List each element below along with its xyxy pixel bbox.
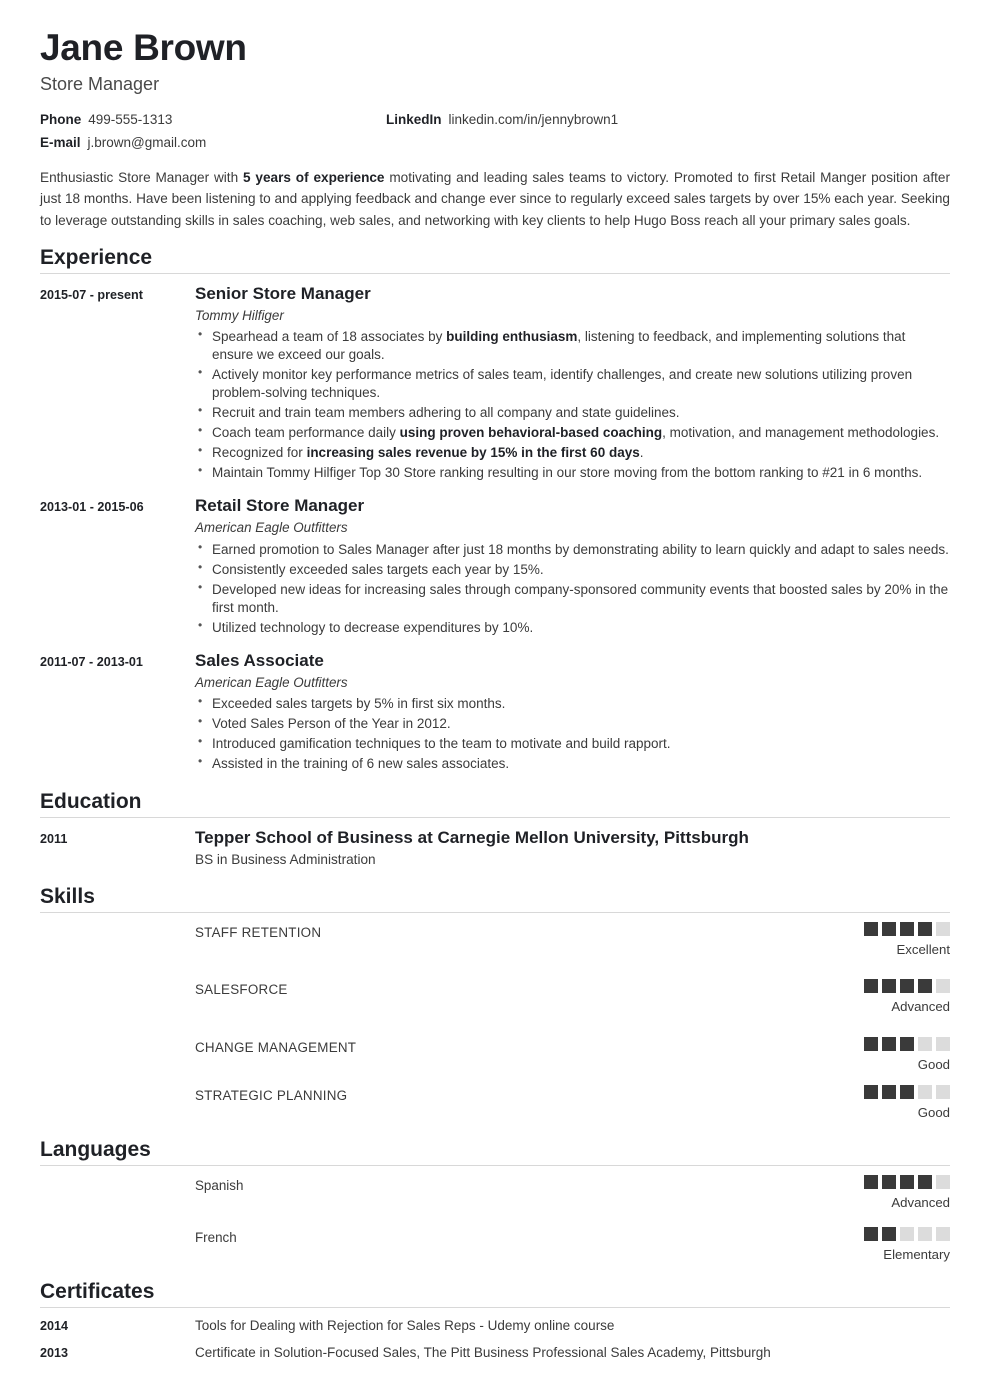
rating-square-empty <box>918 1227 932 1241</box>
rating-squares <box>858 1037 950 1051</box>
rating-square-filled <box>918 922 932 936</box>
section-experience <box>40 245 950 775</box>
rating-square-filled <box>864 979 878 993</box>
rating-square-empty <box>936 979 950 993</box>
experience-entry-date: 2011-07 - 2013-01 <box>40 654 143 669</box>
candidate-name: Jane Brown <box>40 27 247 68</box>
section-certificates <box>40 1279 950 1363</box>
rating-square-filled <box>864 1085 878 1099</box>
certificate-text: Certificate in Solution-Focused Sales, The Pitt Business Professional Sales Academy, Pittsburgh <box>195 1344 771 1360</box>
language-name: French <box>195 1229 237 1245</box>
experience-bullet: • Actively monitor key performance metrics of sales team, identify challenges, and create new solutions utilizing proven problem-solving techniques. <box>195 366 950 402</box>
language-name: Spanish <box>195 1178 244 1194</box>
skill-rating <box>858 979 950 1017</box>
experience-entry-body <box>195 650 950 776</box>
skill-rating <box>858 922 950 960</box>
experience-bullet-list <box>195 541 950 637</box>
summary-text-1: Enthusiastic Store Manager with <box>40 170 243 186</box>
experience-entry-title: Senior Store Manager <box>195 283 371 303</box>
rating-square-empty <box>936 1227 950 1241</box>
rating-square-filled <box>882 1175 896 1189</box>
bullet-highlight: increasing sales revenue by 15% in the first 60 days <box>306 445 640 461</box>
rating-square-filled <box>882 1037 896 1051</box>
contact-phone-value: 499-555-1313 <box>88 111 173 127</box>
skill-name: SALESFORCE <box>195 982 288 998</box>
rating-squares <box>858 1085 950 1099</box>
rating-square-filled <box>918 979 932 993</box>
experience-entry-company: Tommy Hilfiger <box>195 308 284 324</box>
experience-list <box>40 283 950 775</box>
section-divider <box>40 1165 950 1166</box>
experience-entry-title: Retail Store Manager <box>195 496 365 516</box>
rating-square-filled <box>882 1085 896 1099</box>
experience-bullet: • Maintain Tommy Hilfiger Top 30 Store ranking resulting in our store moving from the bottom ranking to #21 in 6 months. <box>195 464 950 482</box>
section-education <box>40 789 950 869</box>
certificate-text: Tools for Dealing with Rejection for Sales Reps - Udemy online course <box>195 1317 615 1333</box>
experience-entry-company: American Eagle Outfitters <box>195 520 348 536</box>
rating-square-filled <box>900 979 914 993</box>
contact-row-primary <box>40 110 950 131</box>
rating-square-empty <box>936 1175 950 1189</box>
rating-square-empty <box>936 1037 950 1051</box>
rating-square-empty <box>900 1227 914 1241</box>
contact-row-secondary <box>40 133 950 154</box>
experience-bullet: • Recruit and train team members adhering to all company and state guidelines. <box>195 404 950 422</box>
experience-bullet-list <box>195 328 950 482</box>
rating-square-empty <box>936 1085 950 1099</box>
skill-row <box>40 1037 950 1075</box>
section-divider <box>40 1307 950 1308</box>
skill-level: Good <box>917 1057 950 1073</box>
experience-entry <box>40 495 950 638</box>
skill-level: Advanced <box>891 999 950 1015</box>
rating-square-filled <box>864 922 878 936</box>
section-title-certificates: Certificates <box>40 1279 155 1303</box>
section-divider <box>40 817 950 818</box>
professional-summary <box>40 167 950 230</box>
bullet-highlight: using proven behavioral-based coaching <box>399 425 663 441</box>
language-level: Elementary <box>883 1246 950 1262</box>
certificate-entry <box>40 1317 950 1336</box>
rating-square-empty <box>918 1037 932 1051</box>
experience-entry-date: 2013-01 - 2015-06 <box>40 500 144 515</box>
language-level: Advanced <box>891 1195 950 1211</box>
experience-bullet-list <box>195 695 950 773</box>
summary-text-2: motivating and leading sales teams to victory. Promoted to first Retail Manger position after just 18 months. Have been listening to and applying feedback and change ever since to regularly exceed sales targets by over 15% each year. Seeking to leverage outstanding skills in sales coaching, web sales, and networking with key clients to help Hugo Boss reach all your primary sales goals. <box>40 170 951 228</box>
section-title-experience: Experience <box>40 245 153 269</box>
section-languages <box>40 1137 950 1265</box>
experience-bullet: • Utilized technology to decrease expenditures by 10%. <box>195 619 950 637</box>
experience-bullet: • Developed new ideas for increasing sales through company-sponsored community events that boosted sales by 20% in the first month. <box>195 581 950 617</box>
contact-email-value[interactable]: j.brown@gmail.com <box>87 135 207 151</box>
rating-square-filled <box>918 1175 932 1189</box>
rating-square-filled <box>864 1175 878 1189</box>
education-entry-degree: BS in Business Administration <box>195 852 376 868</box>
rating-squares <box>858 1227 950 1241</box>
rating-square-filled <box>900 1037 914 1051</box>
experience-bullet: • Recognized for increasing sales revenue by 15% in the first 60 days. <box>195 444 950 462</box>
rating-square-empty <box>918 1085 932 1099</box>
rating-square-empty <box>936 922 950 936</box>
experience-entry-company: American Eagle Outfitters <box>195 674 348 690</box>
certificate-date: 2014 <box>40 1318 69 1333</box>
section-divider <box>40 273 950 274</box>
rating-square-filled <box>882 922 896 936</box>
rating-square-filled <box>864 1037 878 1051</box>
skills-list <box>40 922 950 1123</box>
education-entry-body <box>195 827 950 869</box>
certificate-entry <box>40 1344 950 1363</box>
rating-square-filled <box>900 1085 914 1099</box>
rating-squares <box>858 1175 950 1189</box>
skill-row <box>40 1085 950 1123</box>
contact-linkedin-label: LinkedIn <box>386 111 442 127</box>
contact-email[interactable] <box>40 133 386 154</box>
resume-header <box>40 28 950 154</box>
experience-bullet: • Exceeded sales targets by 5% in first six months. <box>195 695 950 713</box>
experience-bullet: • Consistently exceeded sales targets each year by 15%. <box>195 561 950 579</box>
languages-list <box>40 1175 950 1265</box>
experience-bullet: • Earned promotion to Sales Manager after just 18 months by demonstrating ability to learn quickly and adapt to sales needs. <box>195 541 950 559</box>
experience-entry-title: Sales Associate <box>195 650 324 670</box>
skill-row <box>40 922 950 960</box>
language-row <box>40 1227 950 1265</box>
experience-entry <box>40 650 950 776</box>
experience-bullet: • Spearhead a team of 18 associates by building enthusiasm, listening to feedback, and implementing solutions that ensure we exceed our goals. <box>195 328 950 364</box>
experience-entry <box>40 283 950 484</box>
experience-bullet: • Introduced gamification techniques to the team to motivate and build rapport. <box>195 735 950 753</box>
rating-square-filled <box>882 979 896 993</box>
section-skills <box>40 884 950 1123</box>
experience-entry-body <box>195 283 950 484</box>
rating-squares <box>858 979 950 993</box>
bullet-highlight: building enthusiasm <box>446 329 578 345</box>
education-entry <box>40 827 950 869</box>
contact-email-label: E-mail <box>40 135 81 151</box>
rating-square-filled <box>900 922 914 936</box>
candidate-job-title: Store Manager <box>40 73 160 94</box>
skill-row <box>40 979 950 1017</box>
skill-rating <box>858 1037 950 1075</box>
education-entry-date: 2011 <box>40 832 68 847</box>
rating-square-filled <box>864 1227 878 1241</box>
summary-highlight: 5 years of experience <box>243 170 385 186</box>
language-rating <box>858 1227 950 1265</box>
education-entry-school: Tepper School of Business at Carnegie Mellon University, Pittsburgh <box>195 828 749 848</box>
language-rating <box>858 1175 950 1213</box>
section-title-education: Education <box>40 790 142 814</box>
skill-name: STAFF RETENTION <box>195 924 322 940</box>
experience-entry-body <box>195 495 950 638</box>
rating-square-filled <box>900 1175 914 1189</box>
skill-level: Excellent <box>896 941 950 957</box>
language-row <box>40 1175 950 1213</box>
skill-rating <box>858 1085 950 1123</box>
contact-phone-label: Phone <box>40 111 82 127</box>
skill-name: STRATEGIC PLANNING <box>195 1088 348 1104</box>
contact-phone <box>40 110 386 131</box>
section-divider <box>40 912 950 913</box>
rating-squares <box>858 922 950 936</box>
experience-bullet: • Coach team performance daily using proven behavioral-based coaching, motivation, and management methodologies. <box>195 424 950 442</box>
experience-entry-date: 2015-07 - present <box>40 287 143 302</box>
section-title-skills: Skills <box>40 884 95 908</box>
rating-square-filled <box>882 1227 896 1241</box>
experience-bullet: • Voted Sales Person of the Year in 2012. <box>195 715 950 733</box>
experience-bullet: • Assisted in the training of 6 new sales associates. <box>195 755 950 773</box>
skill-name: CHANGE MANAGEMENT <box>195 1040 357 1056</box>
section-title-languages: Languages <box>40 1137 151 1161</box>
certificates-list <box>40 1317 950 1363</box>
skill-level: Good <box>917 1105 950 1121</box>
contact-linkedin-value[interactable]: linkedin.com/in/jennybrown1 <box>448 111 619 127</box>
education-list <box>40 827 950 869</box>
certificate-date: 2013 <box>40 1345 69 1360</box>
contact-linkedin[interactable] <box>386 110 618 131</box>
